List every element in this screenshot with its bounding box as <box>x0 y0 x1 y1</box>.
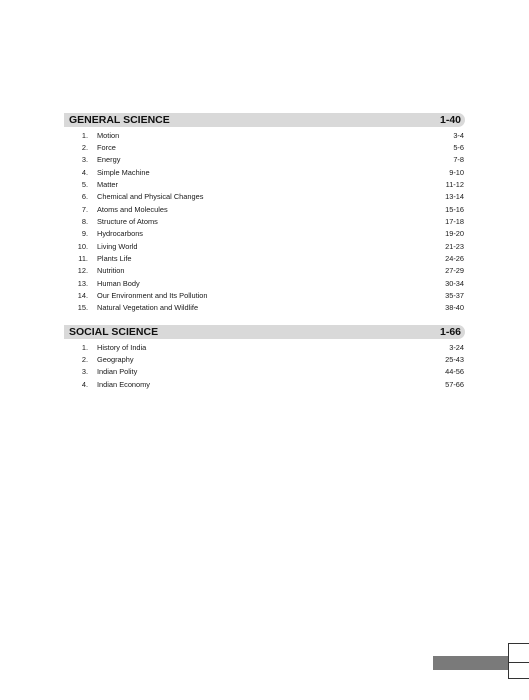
entry-pages: 57-66 <box>445 379 464 389</box>
entry-pages: 3-24 <box>449 342 464 352</box>
entry-pages: 15-16 <box>445 204 464 214</box>
entry-title: Natural Vegetation and Wildlife <box>97 303 199 313</box>
entry-number: 15. <box>77 303 88 313</box>
entry-number: 12. <box>77 266 88 276</box>
toc-entry[interactable] <box>64 154 465 166</box>
toc-entry[interactable] <box>64 166 465 178</box>
toc-entry[interactable] <box>64 341 465 353</box>
entry-title: Matter <box>97 180 118 190</box>
entry-number: 1. <box>81 342 88 352</box>
entry-number: 2. <box>81 143 88 153</box>
entry-pages: 21-23 <box>445 241 464 251</box>
page-footer-bar <box>433 656 510 670</box>
toc-entry[interactable] <box>64 277 465 289</box>
section-header <box>64 113 465 127</box>
entry-pages: 38-40 <box>445 303 464 313</box>
toc-entry[interactable] <box>64 240 465 252</box>
entry-pages: 19-20 <box>445 229 464 239</box>
entry-pages: 30-34 <box>445 278 464 288</box>
toc-entry[interactable] <box>64 265 465 277</box>
section-header <box>64 325 465 339</box>
toc-entry[interactable] <box>64 302 465 314</box>
entry-pages: 5-6 <box>453 143 464 153</box>
corner-divider <box>509 662 529 663</box>
toc-entry[interactable] <box>64 215 465 227</box>
entry-number: 9. <box>81 229 88 239</box>
entry-number: 14. <box>77 291 88 301</box>
entry-title: Atoms and Molecules <box>97 204 168 214</box>
entry-title: Hydrocarbons <box>97 229 144 239</box>
entry-title: Plants Life <box>97 254 132 264</box>
toc-list <box>64 341 465 390</box>
entry-pages: 25-43 <box>445 355 464 365</box>
toc-entry[interactable] <box>64 141 465 153</box>
entry-number: 2. <box>81 355 88 365</box>
general-science-section <box>64 113 465 314</box>
entry-title: Human Body <box>97 278 140 288</box>
entry-pages: 17-18 <box>445 217 464 227</box>
toc-entry[interactable] <box>64 203 465 215</box>
entry-title: Energy <box>97 155 121 165</box>
toc-entry[interactable] <box>64 289 465 301</box>
toc-entry[interactable] <box>64 378 465 390</box>
entry-pages: 44-56 <box>445 367 464 377</box>
entry-pages: 13-14 <box>445 192 464 202</box>
section-page-range: 1-66 <box>439 326 461 338</box>
entry-number: 6. <box>81 192 88 202</box>
section-page-range: 1-40 <box>439 114 461 126</box>
entry-pages: 7-8 <box>453 155 464 165</box>
entry-title: History of India <box>97 342 147 352</box>
toc-list <box>64 129 465 314</box>
entry-title: Chemical and Physical Changes <box>97 192 204 202</box>
entry-title: Living World <box>97 241 138 251</box>
entry-number: 5. <box>81 180 88 190</box>
entry-title: Structure of Atoms <box>97 217 158 227</box>
entry-number: 11. <box>78 254 88 264</box>
entry-pages: 27-29 <box>445 266 464 276</box>
toc-entry[interactable] <box>64 353 465 365</box>
entry-title: Indian Economy <box>97 379 150 389</box>
entry-title: Indian Polity <box>97 367 138 377</box>
entry-pages: 9-10 <box>449 167 464 177</box>
entry-number: 4. <box>81 379 88 389</box>
entry-title: Force <box>97 143 116 153</box>
entry-number: 3. <box>81 155 88 165</box>
entry-number: 3. <box>81 367 88 377</box>
page-corner-box <box>508 643 529 679</box>
entry-title: Geography <box>97 355 134 365</box>
toc-entry[interactable] <box>64 129 465 141</box>
entry-pages: 11-12 <box>445 180 464 190</box>
entry-title: Simple Machine <box>97 167 150 177</box>
toc-entry[interactable] <box>64 178 465 190</box>
entry-title: Our Environment and Its Pollution <box>97 291 208 301</box>
entry-number: 1. <box>81 130 88 140</box>
entry-number: 10. <box>77 241 88 251</box>
entry-title: Nutrition <box>97 266 125 276</box>
section-title: GENERAL SCIENCE <box>69 114 170 126</box>
entry-number: 8. <box>81 217 88 227</box>
entry-pages: 3-4 <box>453 130 464 140</box>
toc-entry[interactable] <box>64 228 465 240</box>
entry-number: 4. <box>81 167 88 177</box>
entry-pages: 35-37 <box>445 291 464 301</box>
entry-number: 13. <box>77 278 88 288</box>
social-science-section <box>64 325 465 390</box>
toc-entry[interactable] <box>64 191 465 203</box>
toc-entry[interactable] <box>64 366 465 378</box>
section-title: SOCIAL SCIENCE <box>69 326 159 338</box>
entry-title: Motion <box>97 130 120 140</box>
entry-number: 7. <box>81 204 88 214</box>
toc-entry[interactable] <box>64 252 465 264</box>
entry-pages: 24-26 <box>445 254 464 264</box>
